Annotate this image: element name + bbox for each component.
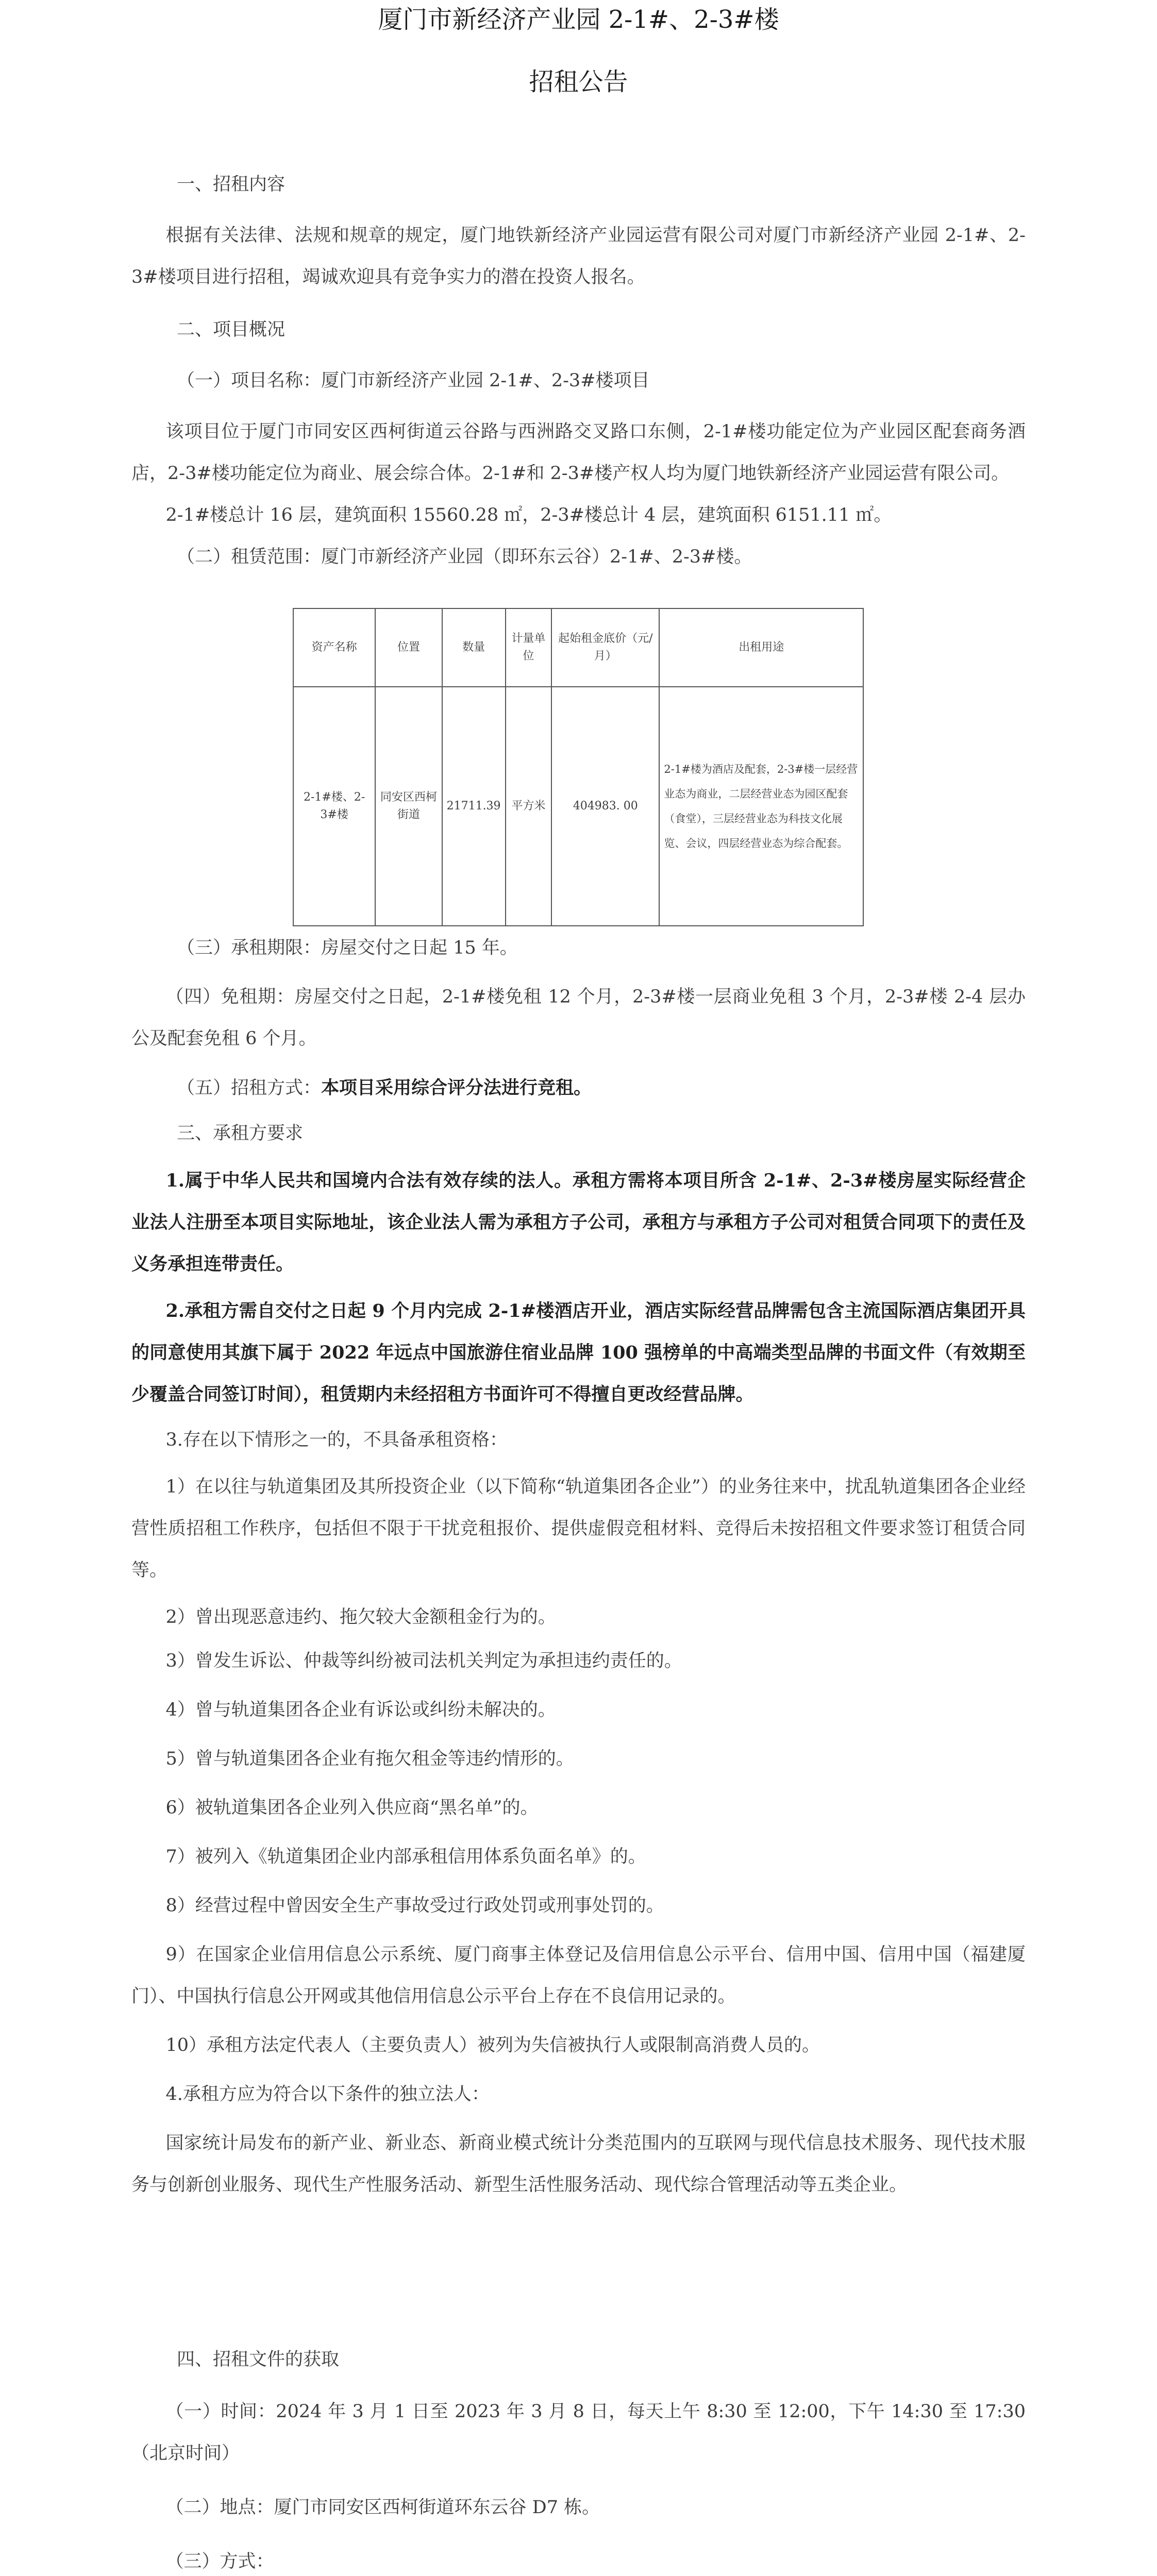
list-item: 4）曾与轨道集团各企业有诉讼或纠纷未解决的。	[165, 1700, 556, 1720]
list-item: 3）曾发生诉讼、仲裁等纠纷被司法机关判定为承担违约责任的。	[165, 1651, 682, 1671]
subheading: （三）承租期限：房屋交付之日起 15 年。	[177, 938, 518, 958]
section-lease-content	[131, 164, 1026, 298]
table-header-cell: 位置	[375, 608, 442, 687]
subheading: （一）项目名称：厦门市新经济产业园 2-1#、2-3#楼项目	[177, 370, 650, 391]
document-title: 厦门市新经济产业园 2-1#、2-3#楼	[378, 5, 779, 34]
paragraph: 国家统计局发布的新产业、新业态、新商业模式统计分类范围内的互联网与现代信息技术服务、现代技术服务与创新创业服务、现代生产性服务活动、新型生活性服务活动、现代综合管理活动等五类企业。	[131, 2133, 1026, 2195]
paragraph: （一）时间：2024 年 3 月 1 日至 2023 年 3 月 8 日，每天上午 8:30 至 12:00，下午 14:30 至 17:30（北京时间）	[131, 2401, 1026, 2464]
table-cell-price: 404983. 00	[551, 687, 659, 926]
table-cell-location: 同安区西柯街道	[375, 687, 442, 926]
requirement-4: 4.承租方应为符合以下条件的独立法人：	[165, 2084, 490, 2105]
lease-table	[293, 608, 864, 926]
section-requirements	[131, 1113, 1026, 2206]
document-header	[131, 0, 1026, 102]
list-item: 9）在国家企业信用信息公示系统、厦门商事主体登记及信用信息公示平台、信用中国、信用中国（福建厦门）、中国执行信息公开网或其他信用信息公示平台上存在不良信用记录的。	[131, 1944, 1026, 2007]
paragraph: （二）地点：厦门市同安区西柯街道环东云谷 D7 栋。	[165, 2497, 600, 2518]
list-item: 10）承租方法定代表人（主要负责人）被列为失信被执行人或限制高消费人员的。	[165, 2035, 820, 2056]
paragraph: 该项目位于厦门市同安区西柯街道云谷路与西洲路交叉路口东侧，2-1#楼功能定位为产业园区配套商务酒店，2-3#楼功能定位为商业、展会综合体。2-1#和 2-3#楼产权人均为厦门地铁新经济产业园运营有限公司。	[131, 421, 1026, 484]
table-header-cell: 起始租金底价（元/月）	[551, 608, 659, 687]
paragraph: 根据有关法律、法规和规章的规定，厦门地铁新经济产业园运营有限公司对厦门市新经济产业园 2-1#、2-3#楼项目进行招租，竭诚欢迎具有竞争实力的潜在投资人报名。	[131, 225, 1026, 287]
requirement-3: 3.存在以下情形之一的，不具备承租资格：	[165, 1430, 508, 1450]
bold-text: 本项目采用综合评分法进行竞租。	[321, 1077, 592, 1098]
table-header-cell: 资产名称	[293, 608, 375, 687]
section-project-overview	[131, 309, 1026, 578]
section-heading: 二、项目概况	[177, 319, 286, 340]
document-subtitle: 招租公告	[529, 67, 628, 96]
table-header-cell: 出租用途	[659, 608, 863, 687]
table-header-cell: 数量	[442, 608, 506, 687]
table-header-cell: 计量单位	[506, 608, 552, 687]
table-cell-unit: 平方米	[506, 687, 552, 926]
list-item: 7）被列入《轨道集团企业内部承租信用体系负面名单》的。	[165, 1846, 646, 1867]
section-document-acquisition	[131, 2339, 1026, 2576]
label: （五）招租方式：	[177, 1078, 322, 1098]
section-heading: 四、招租文件的获取	[177, 2349, 340, 2370]
requirement-2: 2.承租方需自交付之日起 9 个月内完成 2-1#楼酒店开业，酒店实际经营品牌需包含主流国际酒店集团开具的同意使用其旗下属于 2022 年远点中国旅游住宿业品牌 100 强榜单的中高端类型品牌的书面文件（有效期至少覆盖合同签订时间），租赁期内未经招租方书面许可不得擅自更改经营品牌。	[131, 1300, 1026, 1405]
list-item: 5）曾与轨道集团各企业有拖欠租金等违约情形的。	[165, 1749, 574, 1769]
subheading: （三）方式：	[165, 2551, 274, 2572]
section-lease-terms	[131, 927, 1026, 1109]
requirement-1: 1.属于中华人民共和国境内合法有效存续的法人。承租方需将本项目所含 2-1#、2-3#楼房屋实际经营企业法人注册至本项目实际地址，该企业法人需为承租方子公司，承租方与承租方子公司对租赁合同项下的责任及义务承担连带责任。	[131, 1170, 1026, 1275]
list-item: 2）曾出现恶意违约、拖欠较大金额租金行为的。	[165, 1607, 556, 1628]
list-item: 8）经营过程中曾因安全生产事故受过行政处罚或刑事处罚的。	[165, 1895, 664, 1916]
list-item: 1）在以往与轨道集团及其所投资企业（以下简称“轨道集团各企业”）的业务往来中，扰乱轨道集团各企业经营性质招租工作秩序，包括但不限于干扰竞租报价、提供虚假竞租材料、竞得后未按招租文件要求签订租赁合同等。	[131, 1477, 1026, 1581]
subheading: （二）租赁范围：厦门市新经济产业园（即环东云谷）2-1#、2-3#楼。	[177, 547, 752, 567]
section-heading: 三、承租方要求	[177, 1123, 304, 1144]
subheading	[131, 1067, 1026, 1109]
section-heading: 一、招租内容	[177, 174, 286, 195]
paragraph: （四）免租期：房屋交付之日起，2-1#楼免租 12 个月，2-3#楼一层商业免租 3 个月，2-3#楼 2-4 层办公及配套免租 6 个月。	[131, 987, 1026, 1049]
table-header-row	[293, 608, 863, 687]
table-cell-use: 2-1#楼为酒店及配套，2-3#楼一层经营业态为商业，二层经营业态为园区配套（食堂），三层经营业态为科技文化展览、会议，四层经营业态为综合配套。	[659, 687, 863, 926]
list-item: 6）被轨道集团各企业列入供应商“黑名单”的。	[165, 1798, 539, 1818]
table-cell-quantity: 21711.39	[442, 687, 506, 926]
table-cell-name: 2-1#楼、2-3#楼	[293, 687, 375, 926]
paragraph: 2-1#楼总计 16 层，建筑面积 15560.28 ㎡，2-3#楼总计 4 层，建筑面积 6151.11 ㎡。	[165, 505, 892, 526]
table-row	[293, 687, 863, 926]
